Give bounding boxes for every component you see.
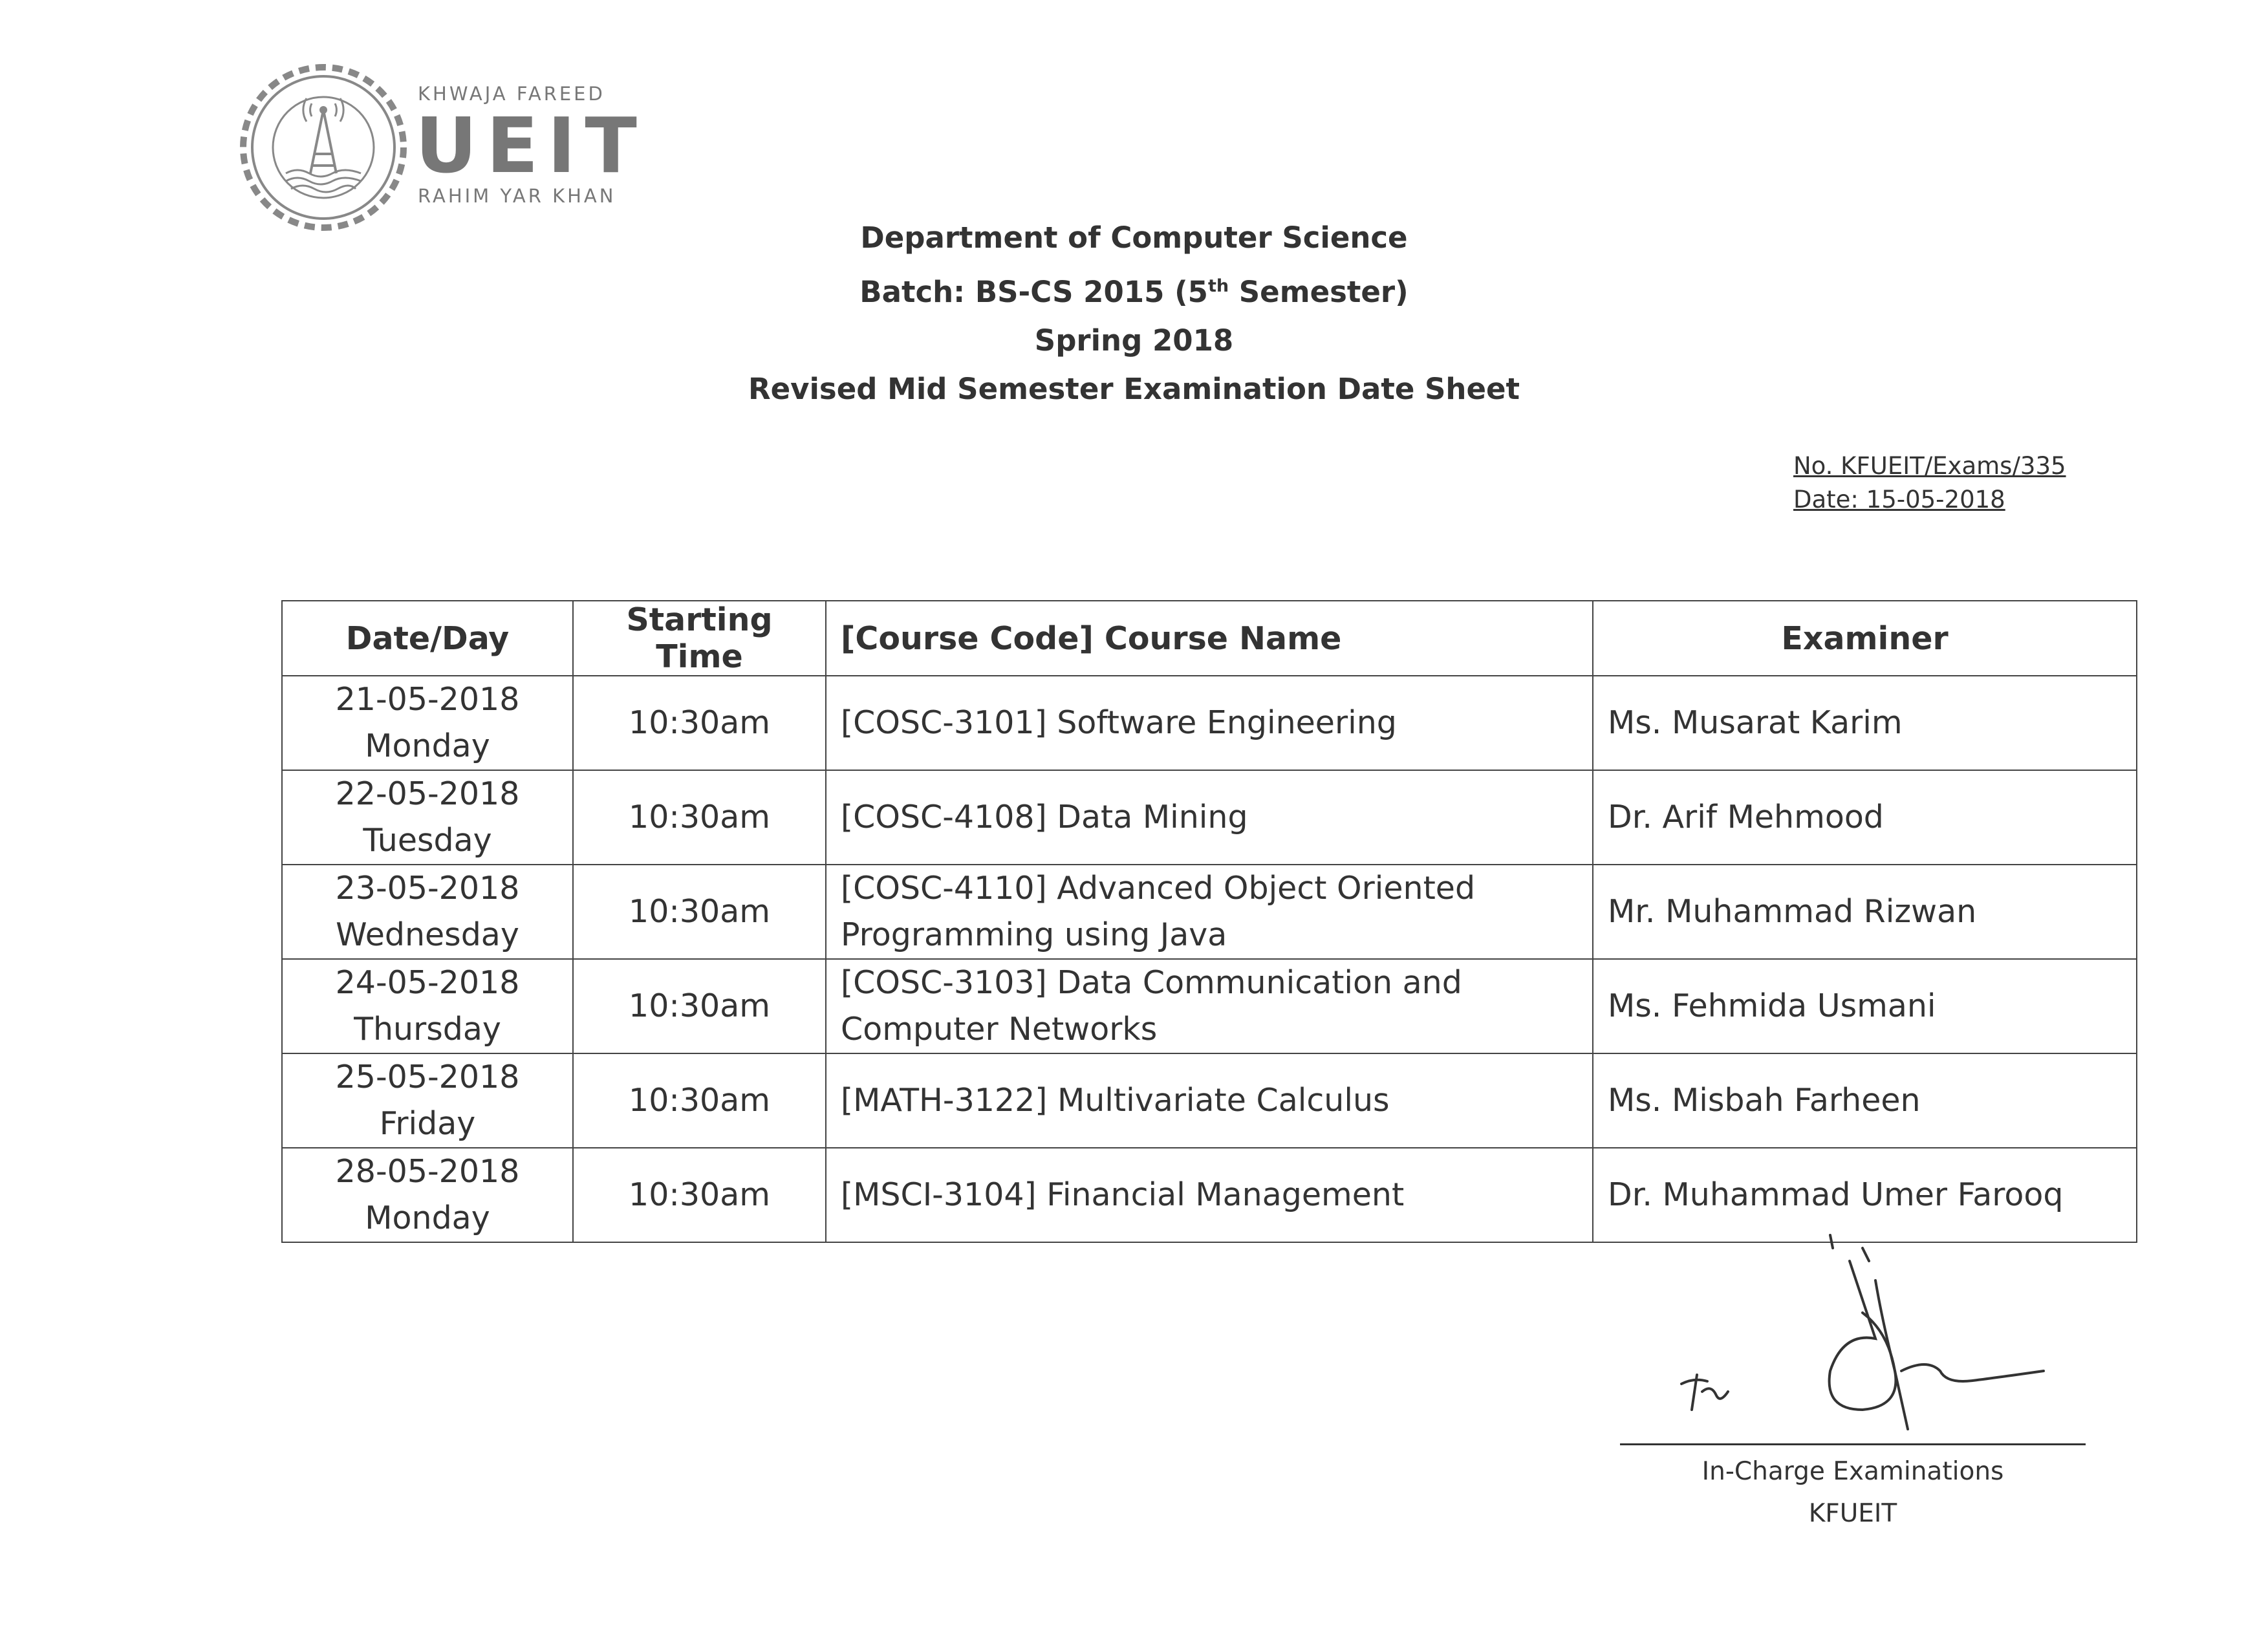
signature-line	[1620, 1443, 2086, 1445]
time-cell: 10:30am	[573, 1148, 826, 1242]
course-line: [MSCI-3104] Financial Management	[841, 1176, 1405, 1213]
examiner-cell: Ms. Fehmida Usmani	[1593, 959, 2137, 1053]
examiner-cell: Ms. Misbah Farheen	[1593, 1053, 2137, 1148]
course-cell	[826, 676, 1593, 770]
course-line: [COSC-4110] Advanced Object Oriented	[841, 870, 1476, 907]
course-cell	[826, 865, 1593, 959]
course-cell	[826, 770, 1593, 865]
course-cell	[826, 1053, 1593, 1148]
time-cell: 10:30am	[573, 959, 826, 1053]
date-text: 28-05-2018	[335, 1153, 520, 1190]
table-header-row	[282, 601, 2137, 676]
time-cell: 10:30am	[573, 865, 826, 959]
date-text: 25-05-2018	[335, 1059, 520, 1095]
signoff-org: KFUEIT	[1808, 1499, 1897, 1528]
header-date-day: Date/Day	[282, 601, 573, 676]
university-logo	[239, 63, 646, 232]
day-text: Monday	[365, 727, 490, 764]
table-row	[282, 959, 2137, 1053]
course-line: Computer Networks	[841, 1011, 1158, 1048]
date-text: 22-05-2018	[335, 775, 520, 812]
course-cell	[826, 959, 1593, 1053]
day-text: Friday	[379, 1105, 476, 1142]
session-line: Spring 2018	[1034, 323, 1234, 358]
date-sheet-table	[281, 600, 2137, 1243]
table-row	[282, 865, 2137, 959]
header-starting-time: Starting Time	[573, 601, 826, 676]
examiner-cell: Dr. Arif Mehmood	[1593, 770, 2137, 865]
course-line: [COSC-3101] Software Engineering	[841, 704, 1397, 741]
time-cell: 10:30am	[573, 676, 826, 770]
reference-block	[1793, 449, 2066, 517]
batch-line: Batch: BS-CS 2015 (5th Semester)	[859, 275, 1409, 309]
reference-date: Date: 15-05-2018	[1793, 486, 2005, 513]
date-day-cell	[282, 1148, 573, 1242]
time-cell: 10:30am	[573, 1053, 826, 1148]
logo-bottom-text: RAHIM YAR KHAN	[418, 185, 616, 207]
date-day-cell	[282, 865, 573, 959]
course-line: [COSC-4108] Data Mining	[841, 799, 1248, 835]
date-day-cell	[282, 1053, 573, 1148]
day-text: Thursday	[354, 1011, 501, 1048]
date-day-cell	[282, 959, 573, 1053]
table-row	[282, 676, 2137, 770]
date-day-cell	[282, 770, 573, 865]
date-text: 23-05-2018	[335, 870, 520, 907]
examiner-cell: Ms. Musarat Karim	[1593, 676, 2137, 770]
reference-number: No. KFUEIT/Exams/335	[1793, 452, 2066, 480]
course-line: [COSC-3103] Data Communication and	[841, 964, 1462, 1001]
course-line: [MATH-3122] Multivariate Calculus	[841, 1082, 1390, 1119]
time-cell: 10:30am	[573, 770, 826, 865]
header-examiner: Examiner	[1593, 601, 2137, 676]
logo-top-text: KHWAJA FAREED	[418, 83, 605, 105]
date-text: 24-05-2018	[335, 964, 520, 1001]
signoff-title: In-Charge Examinations	[1701, 1457, 2004, 1486]
university-seal-icon	[239, 63, 407, 232]
table-row	[282, 1053, 2137, 1148]
course-cell	[826, 1148, 1593, 1242]
department-title: Department of Computer Science	[860, 221, 1408, 255]
date-day-cell	[282, 676, 573, 770]
examiner-cell: Mr. Muhammad Rizwan	[1593, 865, 2137, 959]
document-title: Revised Mid Semester Examination Date Sheet	[748, 372, 1520, 406]
handwritten-signature-icon	[1669, 1222, 2069, 1468]
day-text: Monday	[365, 1200, 490, 1236]
day-text: Tuesday	[363, 822, 492, 859]
document-heading	[0, 213, 2268, 413]
examiner-cell: Dr. Muhammad Umer Farooq	[1593, 1148, 2137, 1242]
course-line: Programming using Java	[841, 916, 1227, 953]
logo-main-text: UEIT	[415, 101, 646, 190]
day-text: Wednesday	[336, 916, 519, 953]
table-row	[282, 770, 2137, 865]
header-course: [Course Code] Course Name	[826, 601, 1593, 676]
date-text: 21-05-2018	[335, 681, 520, 718]
